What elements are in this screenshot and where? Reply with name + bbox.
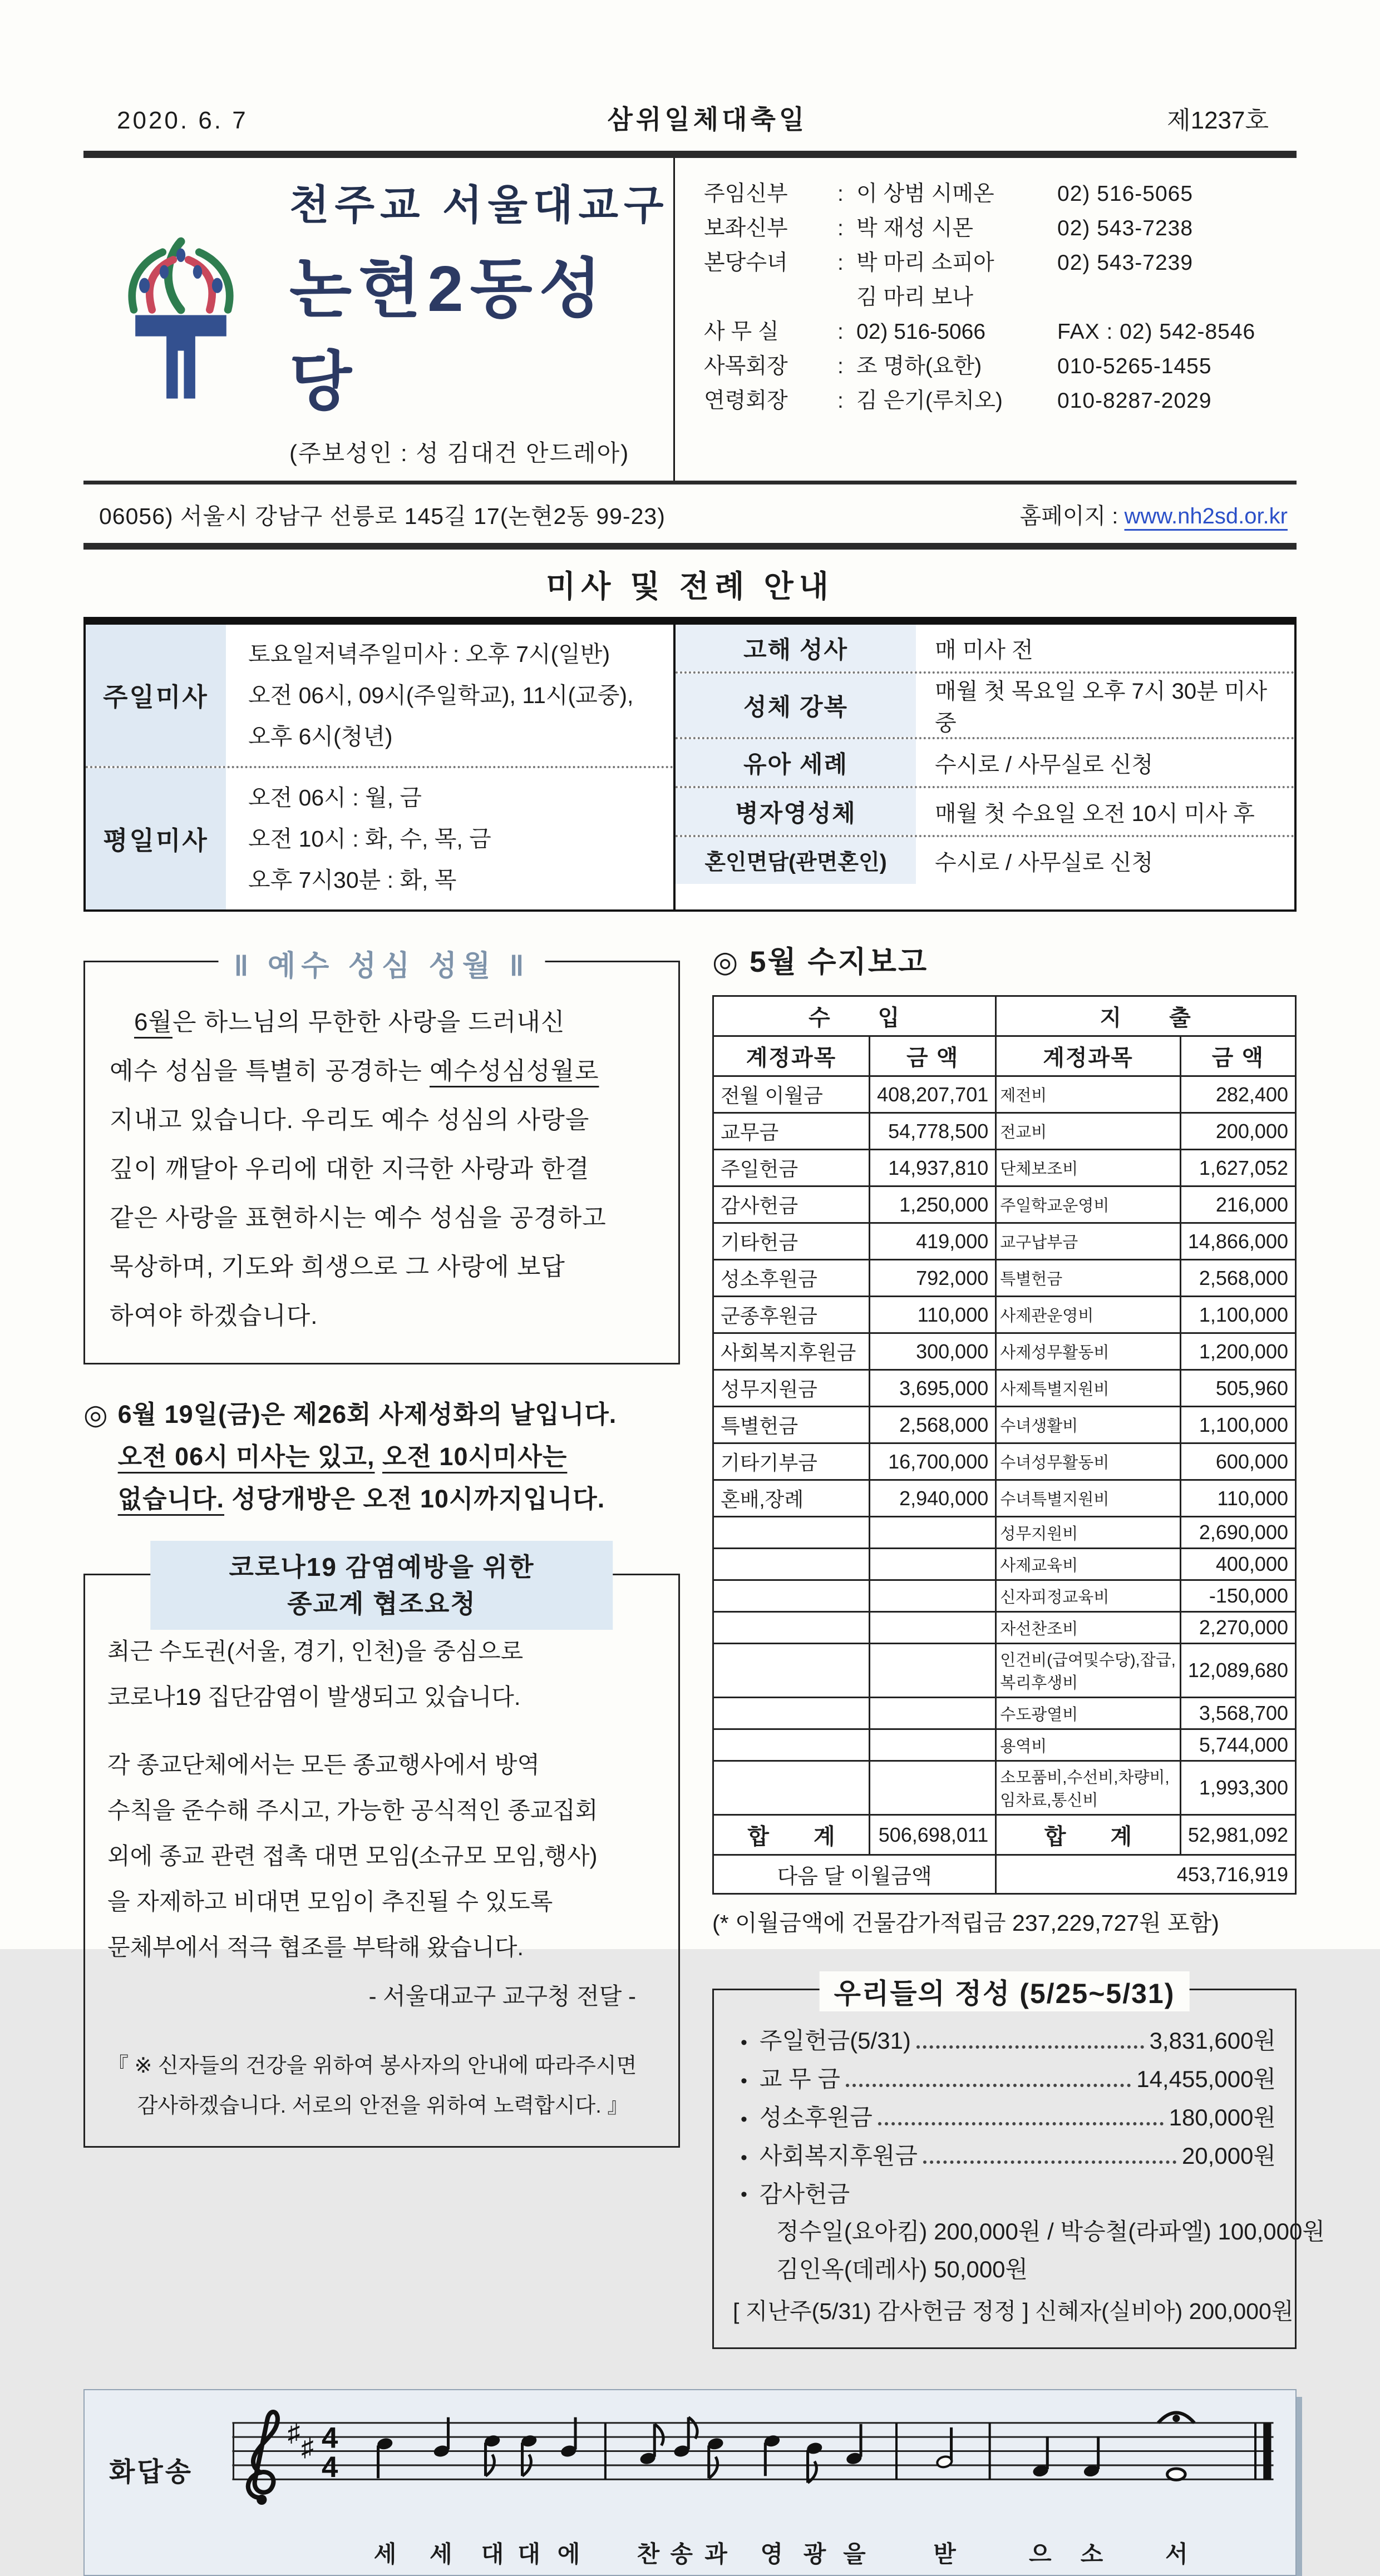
- expense-account: 제전비: [996, 1076, 1181, 1113]
- contact-role: 사 무 실: [704, 320, 779, 344]
- contact-phone: [1057, 280, 1291, 315]
- finance-row: [713, 1517, 1296, 1549]
- lyric-syllable: 찬: [637, 2541, 660, 2567]
- contact-row: 사 무 실 : 02) 516-5066 FAX : 02) 542-8546: [704, 315, 1291, 349]
- finance-row: [713, 1612, 1296, 1644]
- expense-account: 인건비(급여및수당),잡급,복리후생비: [996, 1644, 1181, 1698]
- income-account: 교무금: [713, 1113, 870, 1150]
- sacrament-label: 유아 세례: [676, 739, 916, 786]
- expense-account: 수녀생활비: [996, 1407, 1181, 1443]
- contact-name: 김 마리 보나: [856, 285, 974, 309]
- homepage-link[interactable]: www.nh2sd.or.kr: [1124, 504, 1288, 528]
- lyric-syllable: 받: [933, 2541, 956, 2567]
- income-amount: [870, 1729, 996, 1761]
- finance-row: [713, 1580, 1296, 1612]
- finance-row: [713, 1076, 1296, 1113]
- mass-section-title: 미사 및 전례 안내: [546, 569, 834, 604]
- bullet-icon: •: [741, 2032, 747, 2053]
- expense-account: 신자피정교육비: [996, 1580, 1181, 1612]
- expense-amount: 110,000: [1180, 1480, 1295, 1517]
- diocese-name: 천주교 서울대교구: [289, 182, 669, 228]
- expense-amount: 505,960: [1180, 1370, 1295, 1407]
- contact-name: 김 은기(루치오): [856, 389, 1003, 413]
- thanks-donor-line: 정수일(요아킴) 200,000원 / 박승철(라파엘) 100,000원: [776, 2218, 1325, 2244]
- income-amount: [870, 1761, 996, 1815]
- svg-text:♯: ♯: [288, 2419, 300, 2447]
- mass-schedule-table: [83, 617, 1297, 912]
- lyrics-row: [215, 2536, 1289, 2572]
- offering-label: 교 무 금: [759, 2066, 840, 2092]
- expense-amount: 1,993,300: [1180, 1761, 1295, 1815]
- expense-account: 단체보조비: [996, 1150, 1181, 1186]
- expense-amount: 282,400: [1180, 1076, 1295, 1113]
- finance-row: [713, 1443, 1296, 1480]
- sacrament-label: 성체 강복: [676, 674, 916, 737]
- lyric-syllable: 대: [481, 2541, 504, 2567]
- expense-total: 52,981,092: [1180, 1815, 1295, 1855]
- income-account: 주일헌금: [713, 1150, 870, 1186]
- expense-amount: 1,627,052: [1180, 1150, 1295, 1186]
- sacrament-row: [676, 786, 1294, 835]
- bullet-icon: •: [741, 2109, 747, 2130]
- finance-row: [713, 1644, 1296, 1698]
- expense-amount: 2,270,000: [1180, 1612, 1295, 1644]
- contact-phone: 02) 543-7238: [1057, 216, 1194, 240]
- expense-account: 사제성무활동비: [996, 1333, 1181, 1370]
- sacrament-time: 수시로 / 사무실로 신청: [935, 752, 1154, 777]
- offering-item: [733, 2099, 1276, 2138]
- covid-paragraph: 최근 수도권(서울, 경기, 인천)을 중심으로 코로나19 집단감염이 발생되고 있습니다.: [107, 1638, 524, 1710]
- income-account: 군종후원금: [713, 1297, 870, 1333]
- expense-account: 사제특별지원비: [996, 1370, 1181, 1407]
- income-account: [713, 1729, 870, 1761]
- contact-role: 본당수녀: [704, 251, 788, 275]
- music-staff: [215, 2400, 1289, 2572]
- expense-amount: 600,000: [1180, 1443, 1295, 1480]
- offering-amount: 14,455,000원: [1136, 2066, 1276, 2092]
- thanks-offering: • 감사헌금: [733, 2176, 1276, 2213]
- contact-phone: 010-8287-2029: [1057, 389, 1212, 413]
- expense-account: 주일학교운영비: [996, 1186, 1181, 1223]
- sacrament-time: 매월 첫 수요일 오전 10시 미사 후: [935, 801, 1255, 826]
- income-amount: [870, 1644, 996, 1698]
- income-account: 사회복지후원금: [713, 1333, 870, 1370]
- income-amount: 54,778,500: [870, 1113, 996, 1150]
- finance-row: [713, 1186, 1296, 1223]
- income-amount: 419,000: [870, 1223, 996, 1260]
- sacred-heart-box: ‖ 예수 성심 성월 ‖ 6월은 하느님의 무한한 사랑을 드러내신 예수 성심을 특별히 공경하는 예수성심성월로 지내고 있습니다. 우리도 예수 성심의 사랑을 깊이 깨달아 우리에 대한 지극한 사랑과 한결 같은 사랑을 표현하시는 예수 성심을 공경하고 묵상하며, 기도와 희생으로 그 사랑에 보답 하여야 하겠습니다.: [83, 961, 680, 1364]
- priest-sanctification-notice: ◎ 6월 19일(금)은 제26회 사제성화의 날입니다. 오전 06시 미사는 있고, 오전 10시미사는 없습니다. 성당개방은 오전 10시까지입니다.: [83, 1393, 680, 1520]
- income-amount: 1,250,000: [870, 1186, 996, 1223]
- sacred-heart-title: ‖ 예수 성심 성월 ‖: [219, 942, 545, 984]
- covid-footnote: 『 ※ 신자들의 건강을 위하여 봉사자의 안내에 따라주시면 감사하겠습니다. 서로의 안전을 위하여 노력합시다. 』: [107, 2054, 637, 2118]
- patron-saint: (주보성인 : 성 김대건 안드레아): [289, 440, 630, 466]
- income-account: 혼배,장례: [713, 1480, 870, 1517]
- expense-amount: 5,744,000: [1180, 1729, 1295, 1761]
- expense-account: 수녀특별지원비: [996, 1480, 1181, 1517]
- contact-phone: 02) 516-5065: [1057, 182, 1194, 206]
- income-account: 성무지원금: [713, 1370, 870, 1407]
- income-amount: 16,700,000: [870, 1443, 996, 1480]
- contact-row: 사목회장 : 조 명하(요한) 010-5265-1455: [704, 349, 1291, 384]
- offering-label: 사회복지후원금: [759, 2143, 918, 2169]
- income-header: 수 입: [713, 996, 996, 1036]
- covid-signature: - 서울대교구 교구청 전달 -: [368, 1983, 636, 2009]
- row-label: 평일미사: [86, 768, 226, 909]
- income-amount: [870, 1517, 996, 1549]
- income-amount: 300,000: [870, 1333, 996, 1370]
- expense-account: 전교비: [996, 1113, 1181, 1150]
- expense-header: 지 출: [996, 996, 1296, 1036]
- svg-text:4: 4: [322, 2421, 338, 2455]
- income-amount: [870, 1612, 996, 1644]
- income-account: [713, 1644, 870, 1698]
- expense-amount: 400,000: [1180, 1549, 1295, 1580]
- finance-row: [713, 1698, 1296, 1729]
- finance-row: [713, 1480, 1296, 1517]
- income-account: [713, 1761, 870, 1815]
- income-account: [713, 1612, 870, 1644]
- finance-row: [713, 1549, 1296, 1580]
- homepage-label: 홈페이지 :: [1019, 504, 1118, 528]
- expense-account: 특별헌금: [996, 1260, 1181, 1297]
- sacrament-time: 매 미사 전: [935, 637, 1033, 662]
- contact-phone: 02) 543-7239: [1057, 251, 1194, 275]
- income-amount: [870, 1580, 996, 1612]
- sacrament-row: [676, 625, 1294, 671]
- contact-role: 연령회장: [704, 389, 788, 413]
- lyric-syllable: 세: [430, 2541, 452, 2567]
- offerings-title: 우리들의 정성 (5/25~5/31): [820, 1971, 1190, 2011]
- covid-notice-title: 코로나19 감염예방을 위한 종교계 협조요청: [150, 1541, 613, 1630]
- expense-amount: 2,690,000: [1180, 1517, 1295, 1549]
- income-amount: 408,207,701: [870, 1076, 996, 1113]
- lyric-syllable: 송: [670, 2541, 693, 2567]
- income-account: [713, 1698, 870, 1729]
- expense-account: 자선찬조비: [996, 1612, 1181, 1644]
- expense-amount: 3,568,700: [1180, 1698, 1295, 1729]
- bullet-icon: •: [741, 2070, 747, 2092]
- expense-amount: 2,568,000: [1180, 1260, 1295, 1297]
- offering-label: 성소후원금: [759, 2104, 873, 2130]
- lyric-syllable: 소: [1080, 2541, 1103, 2567]
- finance-row: [713, 1729, 1296, 1761]
- contact-list: [673, 158, 1297, 481]
- contact-row: 보좌신부 : 박 재성 시몬 02) 543-7238: [704, 211, 1291, 246]
- svg-text:4: 4: [322, 2451, 338, 2484]
- finance-row: [713, 1333, 1296, 1370]
- income-account: [713, 1517, 870, 1549]
- sacrament-row: [676, 737, 1294, 786]
- dot-leader: [923, 2160, 1176, 2164]
- divider: [83, 151, 1297, 158]
- responsorial-label: 화답송: [109, 2457, 194, 2487]
- income-amount: 14,937,810: [870, 1150, 996, 1186]
- expense-amount: 14,866,000: [1180, 1223, 1295, 1260]
- offering-amount: 180,000원: [1169, 2104, 1276, 2130]
- thanks-donor-line: 김인옥(데레사) 50,000원: [776, 2256, 1028, 2282]
- lyric-syllable: 으: [1029, 2541, 1052, 2567]
- masthead: [83, 158, 1297, 481]
- contact-name: 이 상범 시메온: [856, 182, 994, 206]
- expense-amount: 1,100,000: [1180, 1297, 1295, 1333]
- offering-correction: [ 지난주(5/31) 감사헌금 정정 ] 신혜자(실비아) 200,000원: [733, 2298, 1294, 2324]
- parish-logo-icon: [100, 237, 262, 404]
- sacraments-schedule: [676, 625, 1294, 909]
- address-bar: [83, 484, 1297, 543]
- expense-amount: 12,089,680: [1180, 1644, 1295, 1698]
- income-account: [713, 1580, 870, 1612]
- income-account: [713, 1549, 870, 1580]
- parish-name: 논현2동성당: [289, 253, 608, 418]
- dot-leader: [916, 2045, 1144, 2049]
- offerings-list: [733, 2023, 1276, 2176]
- lyric-syllable: 을: [843, 2541, 866, 2567]
- lyric-syllable: 서: [1165, 2541, 1188, 2567]
- svg-text:♯: ♯: [301, 2434, 314, 2461]
- income-account: 전월 이월금: [713, 1076, 870, 1113]
- income-amount: 110,000: [870, 1297, 996, 1333]
- right-column: [712, 935, 1325, 2349]
- expense-account: 소모품비,수선비,차량비,임차료,통신비: [996, 1761, 1181, 1815]
- row-label: 주일미사: [86, 625, 226, 766]
- issue-number: 제1237호: [1167, 107, 1269, 134]
- finance-row: [713, 1761, 1296, 1815]
- expense-account: 사제교육비: [996, 1549, 1181, 1580]
- staff-notation: [215, 2400, 1289, 2536]
- finance-table: 수 입 지 출 계정과목 금 액 계정과목 금 액 전월 이월금 408,207,701 제전비 282,400 교무금 54,778,500 전교비 200,000 주일헌금 14,937,810 단체보조비 1,627,052 감사헌금 1,250,000 주일학교운영비 216,000 기타헌금 419,000 교구납부금 14,866,000 성소후원금 792,000 특별헌금 2,568,000 군종후원금 110,000 사제관운영비 1,100,000 사회복지후원금 300,000 사제성무활동비 1,200,000 성무지원금 3,695,000 사제특별지원비 505,960 특별헌금 2,568,000 수녀생활비 1,100,000 기타기부금 16,700,000 수녀성무활동비 600,000 혼배,장례 2,940,000 수녀특별지원비 110,000 성무지원비 2,690,000 사제교육비 400,000 신자피정교육비 -150,000 자선찬조비 2,270,000 인건비(급여및수당),잡급,복리후생비 12,089,680 수도광열비 3,568,700 용역비 5,744,000 소모품비,수선비,차량비,임차료,통신비 1,993,300 합 계 506,698,011 합 계 52,981,092 다음 달 이월금액 453,716,919: [712, 995, 1297, 1895]
- offerings-box: [712, 1978, 1325, 2349]
- sacrament-time: 수시로 / 사무실로 신청: [935, 850, 1154, 875]
- street-address: 06056) 서울시 강남구 선릉로 145길 17(논현2동 99-23): [99, 503, 666, 529]
- top-header: [83, 99, 1297, 136]
- sacrament-label: 병자영성체: [676, 788, 916, 835]
- divider: [83, 481, 1297, 484]
- sunday-mass-row: 주일미사 토요일저녁주일미사 : 오후 7시(일반) 오전 06시, 09시(주일학교), 11시(교중), 오후 6시(청년): [86, 625, 673, 766]
- income-account: 감사헌금: [713, 1186, 870, 1223]
- offering-item: [733, 2061, 1276, 2099]
- dot-leader: [878, 2122, 1164, 2125]
- contact-phone: FAX : 02) 542-8546: [1057, 320, 1256, 344]
- lyric-syllable: 세: [373, 2541, 397, 2567]
- contact-row: 연령회장 : 김 은기(루치오) 010-8287-2029: [704, 384, 1291, 418]
- finance-row: [713, 1260, 1296, 1297]
- income-amount: [870, 1549, 996, 1580]
- expense-account: 성무지원비: [996, 1517, 1181, 1549]
- dot-leader: [846, 2084, 1131, 2087]
- finance-carry-row: 다음 달 이월금액 453,716,919: [713, 1855, 1296, 1894]
- finance-row: [713, 1223, 1296, 1260]
- sacrament-label: 혼인면담(관면혼인): [676, 837, 916, 884]
- finance-total-row: 합 계 506,698,011 합 계 52,981,092: [713, 1815, 1296, 1855]
- sacrament-row: [676, 835, 1294, 884]
- bullet-icon: •: [741, 2147, 747, 2168]
- income-amount: [870, 1698, 996, 1729]
- issue-date: 2020. 6. 7: [117, 107, 248, 134]
- contact-row: 본당수녀 : 박 마리 소피아 02) 543-7239: [704, 246, 1291, 280]
- expense-account: 수녀성무활동비: [996, 1443, 1181, 1480]
- income-account: 기타기부금: [713, 1443, 870, 1480]
- contact-role: [704, 280, 837, 315]
- income-amount: 3,695,000: [870, 1370, 996, 1407]
- finance-row: [713, 1407, 1296, 1443]
- expense-amount: 1,100,000: [1180, 1407, 1295, 1443]
- contact-role: 보좌신부: [704, 216, 788, 240]
- left-column: [83, 935, 680, 2349]
- expense-amount: 1,200,000: [1180, 1333, 1295, 1370]
- finance-row: [713, 1370, 1296, 1407]
- income-amount: 792,000: [870, 1260, 996, 1297]
- covid-notice-box: [83, 1552, 680, 2148]
- offering-item: [733, 2023, 1276, 2061]
- expense-account: 사제관운영비: [996, 1297, 1181, 1333]
- offering-amount: 20,000원: [1181, 2143, 1276, 2169]
- offering-amount: 3,831,600원: [1149, 2028, 1276, 2054]
- bullet-icon: ◎: [83, 1399, 108, 1430]
- expense-amount: 216,000: [1180, 1186, 1295, 1223]
- expense-account: 용역비: [996, 1729, 1181, 1761]
- contact-row: [704, 280, 1291, 315]
- sacrament-time: 매월 첫 목요일 오후 7시 30분 미사 중: [935, 679, 1268, 735]
- finance-footnote: (* 이월금액에 건물감가적립금 237,229,727원 포함): [712, 1910, 1219, 1936]
- income-account: 기타헌금: [713, 1223, 870, 1260]
- offering-item: [733, 2138, 1276, 2176]
- lyric-syllable: 영: [760, 2541, 783, 2567]
- carry-amount: 453,716,919: [996, 1855, 1296, 1894]
- income-account: 성소후원금: [713, 1260, 870, 1297]
- contact-name: 박 마리 소피아: [856, 251, 994, 275]
- contact-name: 02) 516-5066: [856, 320, 986, 344]
- finance-row: [713, 1150, 1296, 1186]
- expense-account: 교구납부금: [996, 1223, 1181, 1260]
- divider: [83, 543, 1297, 550]
- expense-amount: 200,000: [1180, 1113, 1295, 1150]
- responsorial-psalm-box: [83, 2389, 1297, 2576]
- lyric-syllable: 광: [803, 2541, 826, 2567]
- income-amount: 2,568,000: [870, 1407, 996, 1443]
- covid-paragraph: 각 종교단체에서는 모든 종교행사에서 방역 수칙을 준수해 주시고, 가능한 공식적인 종교집회 외에 종교 관련 접촉 대면 모임(소규모 모임,행사) 을 자제하고 비대면 모임이 추진될 수 있도록 문체부에서 적극 협조를 부탁해 왔습니다.: [107, 1752, 598, 1960]
- income-total: 506,698,011: [870, 1815, 996, 1855]
- income-account: 특별헌금: [713, 1407, 870, 1443]
- sacrament-row: [676, 671, 1294, 737]
- contact-role: 사목회장: [704, 354, 788, 378]
- contact-phone: 010-5265-1455: [1057, 354, 1212, 378]
- weekday-mass-row: 평일미사 오전 06시 : 월, 금 오전 10시 : 화, 수, 목, 금 오후 7시30분 : 화, 목: [86, 766, 673, 909]
- finance-row: [713, 1113, 1296, 1150]
- contact-name: 조 명하(요한): [856, 354, 982, 378]
- lyric-syllable: 에: [557, 2541, 580, 2567]
- lyric-syllable: 대: [518, 2541, 540, 2567]
- expense-amount: -150,000: [1180, 1580, 1295, 1612]
- contact-row: 주임신부 : 이 상범 시메온 02) 516-5065: [704, 177, 1291, 211]
- contact-role: 주임신부: [704, 182, 788, 206]
- sacrament-label: 고해 성사: [676, 625, 916, 671]
- offering-label: 주일헌금(5/31): [759, 2028, 911, 2054]
- expense-account: 수도광열비: [996, 1698, 1181, 1729]
- treble-clef-icon: [248, 2412, 278, 2505]
- lyric-syllable: 과: [704, 2541, 727, 2567]
- bullet-icon: •: [741, 2184, 747, 2205]
- income-amount: 2,940,000: [870, 1480, 996, 1517]
- feast-title: 삼위일체대축일: [607, 105, 808, 134]
- finance-report-title: ◎ 5월 수지보고: [712, 946, 929, 978]
- contact-name: 박 재성 시몬: [856, 216, 974, 240]
- finance-row: [713, 1297, 1296, 1333]
